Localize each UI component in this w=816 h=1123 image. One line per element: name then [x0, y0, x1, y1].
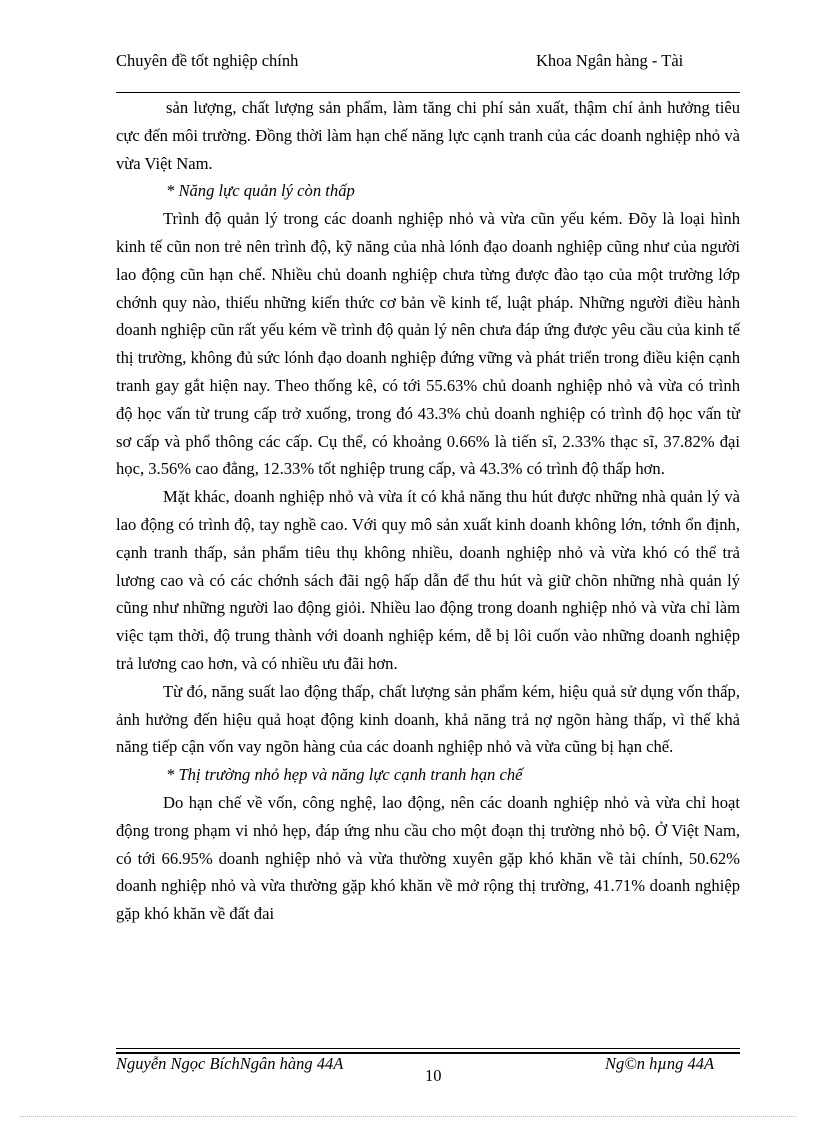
- paragraph-5: Do hạn chế về vốn, công nghệ, lao động, nên các doanh nghiệp nhỏ và vừa chỉ hoạt động trong phạm vi nhỏ hẹp, đáp ứng nhu cầu cho một đoạn thị trường nhỏ bộ. Ở Việt Nam, có tới 66.95% doanh nghiệp nhỏ và vừa thường xuyên gặp khó khăn về tài chính, 50.62% doanh nghiệp nhỏ và vừa thường gặp khó khăn về mở rộng thị trường, 41.71% doanh nghiệp gặp khó khăn về đất đai: [116, 792, 740, 924]
- paragraph-2: Trình độ quản lý trong các doanh nghiệp nhỏ và vừa cũn yếu kém. Đõy là loại hình kinh tế cũn non trẻ nên trình độ, kỹ năng của nhà lónh đạo doanh nghiệp cũng như của người lao động cũn hạn chế. Nhiều chủ doanh nghiệp chưa từng được đào tạo của một trường lớp chớnh quy nào, thiếu những kiến thức cơ bản về kinh tế, luật pháp. Những người điều hành doanh nghiệp cũn rất yếu kém về trình độ quản lý nên chưa đáp ứng được yêu cầu của kinh tế thị trường, không đủ sức lónh đạo doanh nghiệp đứng vững và phát triển trong điều kiện cạnh tranh gay gắt hiện nay. Theo thống kê, có tới 55.63% chủ doanh nghiệp nhỏ và vừa có trình độ học vấn từ trung cấp trở xuống, trong đó 43.3% chủ doanh nghiệp có trình độ học vấn từ sơ cấp và phổ thông các cấp. Cụ thể, có khoảng 0.66% là tiến sĩ, 2.33% thạc sĩ, 37.82% đại học, 3.56% cao đẳng, 12.33% tốt nghiệp trung cấp, và 43.3% có trình độ thấp hơn.: [116, 209, 740, 479]
- page-edge-divider: [20, 1116, 796, 1117]
- header-right-text: Khoa Ngân hàng - Tài: [536, 51, 684, 70]
- footer-author: Nguyễn Ngọc BíchNgân hàng 44A: [116, 1054, 344, 1073]
- header-divider: [116, 92, 740, 93]
- header-left-text: Chuyên đề tốt nghiệp chính: [116, 51, 299, 70]
- paragraph-1: sản lượng, chất lượng sản phẩm, làm tăng chi phí sản xuất, thậm chí ảnh hưởng tiêu cực đến môi trường. Đồng thời làm hạn chế năng lực cạnh tranh của các doanh nghiệp nhỏ và vừa Việt Nam.: [116, 98, 740, 173]
- paragraph-4: Từ đó, năng suất lao động thấp, chất lượng sản phẩm kém, hiệu quả sử dụng vốn thấp, ảnh hưởng đến hiệu quả hoạt động kinh doanh, khả năng trả nợ ngõn hàng thấp, vì thế khả năng tiếp cận vốn vay ngõn hàng của các doanh nghiệp nhỏ và vừa cũng bị hạn chế.: [116, 681, 740, 757]
- page-number: 10: [425, 1066, 442, 1085]
- paragraph-3: Mặt khác, doanh nghiệp nhỏ và vừa ít có khả năng thu hút được những nhà quản lý và lao động có trình độ, tay nghề cao. Với quy mô sản xuất kinh doanh không lớn, tớnh ổn định, cạnh tranh thấp, sản phẩm tiêu thụ không nhiều, doanh nghiệp nhỏ và vừa khó có thể trả lương cao và có các chớnh sách đãi ngộ hấp dẫn để thu hút và giữ chõn những nhà quản lý cũng như những người lao động giỏi. Nhiều lao động trong doanh nghiệp nhỏ và vừa chỉ làm việc tạm thời, độ trung thành với doanh nghiệp kém, dễ bị lôi cuốn vào những doanh nghiệp trả lương cao hơn, và có nhiều ưu đãi hơn.: [116, 487, 740, 673]
- section-heading-management: * Năng lực quản lý còn thấp: [166, 181, 355, 201]
- footer-right-text: Ng©n hµng 44A: [605, 1054, 715, 1073]
- section-heading-market: * Thị trường nhỏ hẹp và năng lực cạnh tranh hạn chế: [166, 765, 523, 785]
- footer-divider-thin: [116, 1048, 740, 1049]
- document-body: [116, 94, 740, 928]
